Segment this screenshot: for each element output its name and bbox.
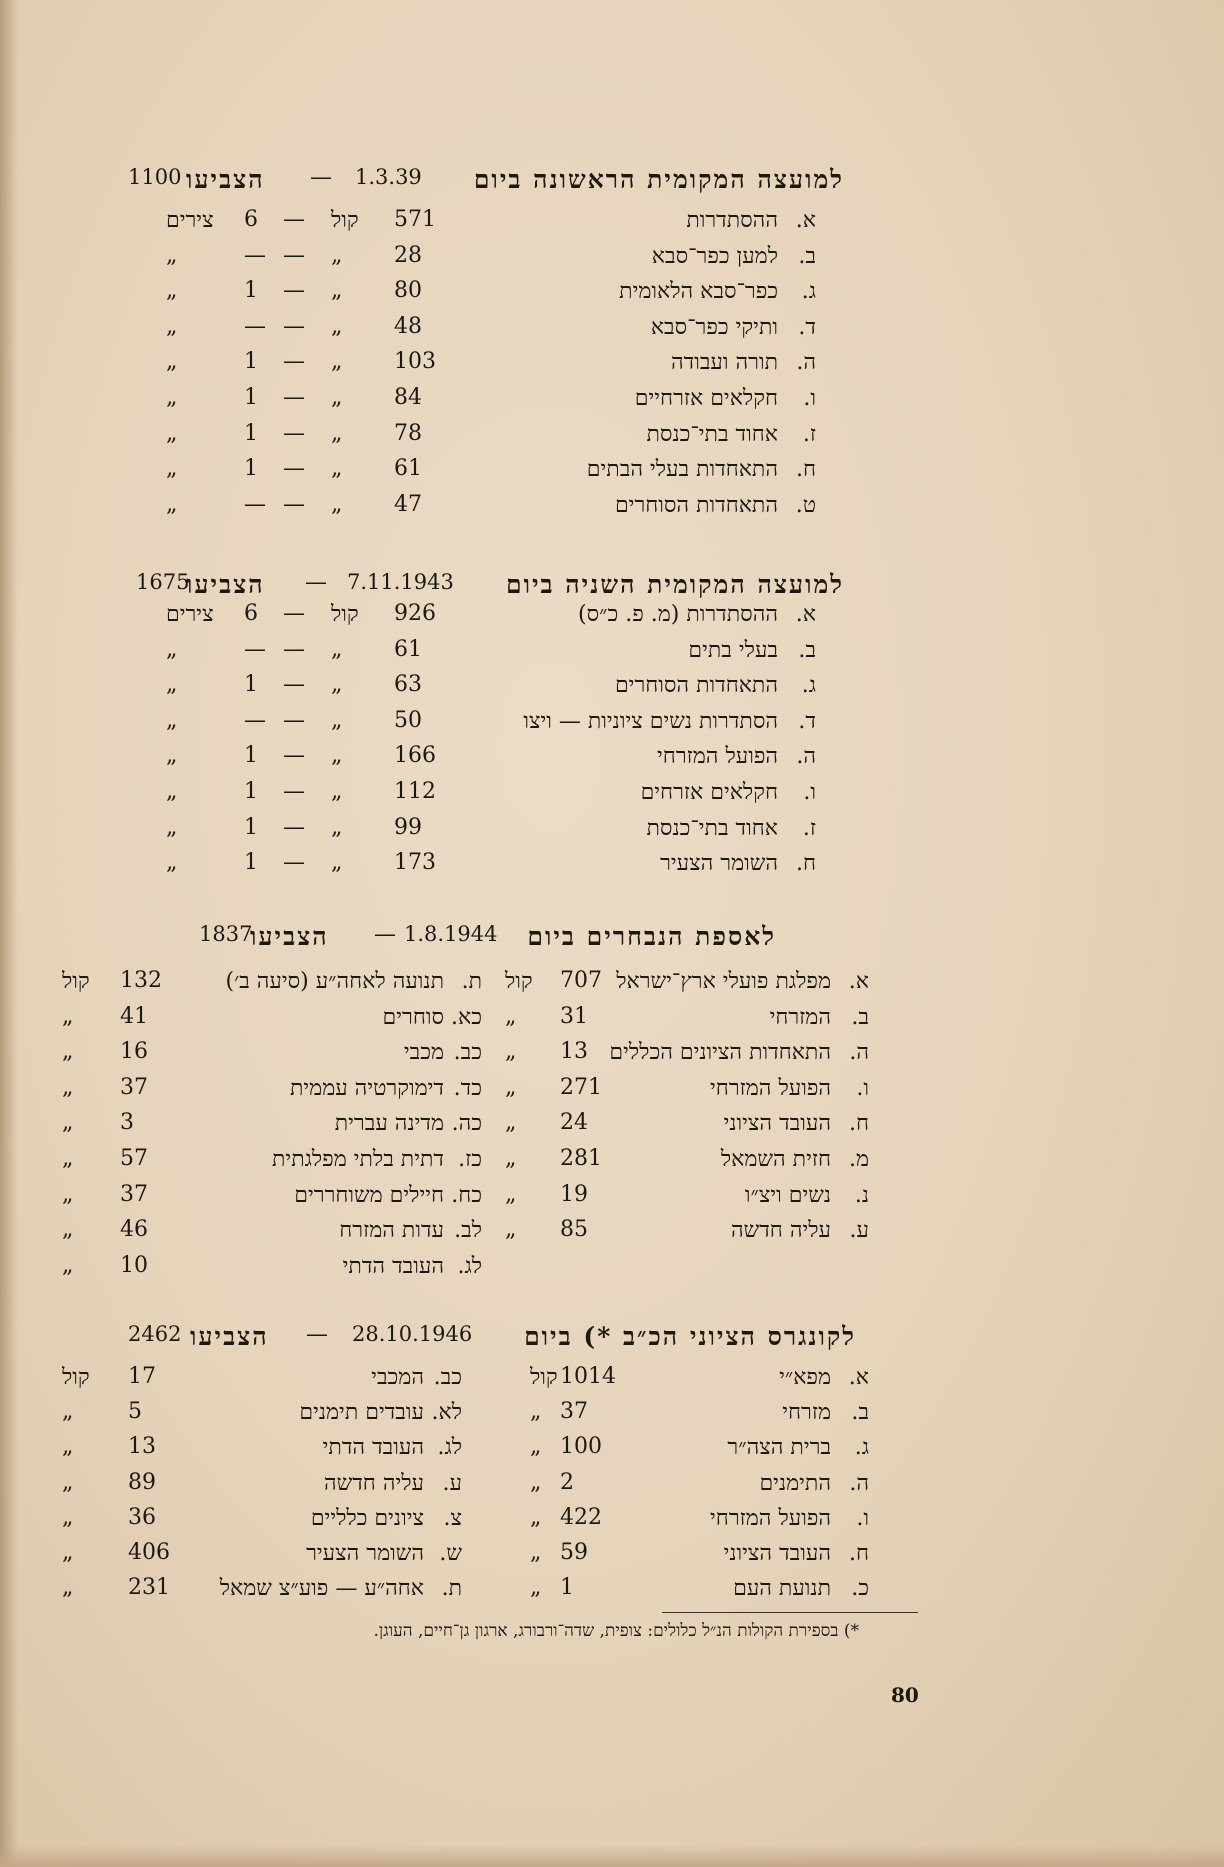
- party-name: חיילים משוחררים: [294, 1182, 444, 1208]
- vote-count: 166: [394, 743, 436, 769]
- row-letter: א.: [795, 602, 816, 627]
- row-letter: מ.: [848, 1147, 869, 1172]
- vote-count: 173: [394, 850, 436, 876]
- section-dash: —: [305, 570, 327, 595]
- vote-unit: קול: [331, 602, 359, 627]
- party-name: העובד הדתי: [342, 1253, 444, 1279]
- vote-unit: „: [530, 1469, 542, 1495]
- section-dash: —: [306, 1322, 328, 1347]
- party-name: חזית השמאל: [720, 1147, 831, 1172]
- seat-count: 1: [244, 850, 258, 876]
- vote-count: 571: [394, 207, 436, 232]
- seat-unit: „: [166, 491, 178, 517]
- seat-count: 1: [244, 385, 258, 410]
- seat-count: 1: [244, 278, 258, 304]
- party-name: השומר הצעיר: [306, 1541, 424, 1566]
- row-sep: —: [283, 491, 305, 517]
- row-letter: ע.: [442, 1470, 462, 1496]
- section-title: למועצה המקומית הראשונה ביום: [473, 165, 844, 194]
- party-name: המזרחי: [769, 1004, 831, 1030]
- vote-unit: „: [62, 1469, 74, 1495]
- vote-count: 57: [120, 1146, 148, 1171]
- row-letter: ח.: [848, 1111, 869, 1137]
- party-name: ההסתדרות (מ. פ. כ״ס): [578, 602, 778, 627]
- footnote-rule: [662, 1612, 918, 1613]
- seat-unit: „: [166, 636, 178, 662]
- party-name: תנועה לאחה״ע (סיעה ב׳): [225, 969, 444, 994]
- vote-unit: „: [505, 1146, 517, 1171]
- row-sep: —: [283, 456, 305, 482]
- vote-count: 48: [394, 313, 422, 339]
- seat-count: 1: [244, 779, 258, 804]
- vote-unit: „: [62, 1003, 74, 1029]
- row-letter: כב.: [433, 1365, 462, 1390]
- row-sep: —: [283, 636, 305, 662]
- vote-unit: „: [530, 1399, 542, 1425]
- vote-unit: „: [331, 349, 343, 375]
- seat-unit: „: [166, 420, 178, 446]
- vote-unit: „: [331, 242, 343, 268]
- vote-count: 41: [120, 1003, 148, 1029]
- row-letter: ב.: [851, 1400, 869, 1426]
- row-sep: —: [283, 779, 305, 804]
- row-letter: ח.: [848, 1541, 869, 1566]
- vote-count: 47: [394, 491, 422, 517]
- row-sep: —: [283, 207, 305, 232]
- row-letter: ב.: [798, 637, 816, 663]
- voters-label: הצביעו: [186, 165, 265, 194]
- vote-unit: „: [331, 707, 343, 733]
- row-sep: —: [283, 420, 305, 446]
- party-name: התאחדות הסוחרים: [614, 492, 778, 518]
- row-letter: נ.: [854, 1182, 869, 1208]
- row-letter: ו.: [856, 1075, 869, 1101]
- voters-count: 1837: [199, 922, 253, 946]
- vote-unit: „: [62, 1146, 74, 1171]
- vote-count: 17: [128, 1364, 156, 1389]
- vote-count: 1014: [560, 1364, 616, 1389]
- vote-count: 422: [560, 1504, 602, 1530]
- party-name: אחוד בתי־כנסת: [646, 421, 778, 447]
- seat-count: —: [244, 242, 266, 268]
- party-name: עדות המזרח: [339, 1218, 444, 1244]
- party-name: העובד הדתי: [322, 1435, 424, 1461]
- party-name: המכבי: [371, 1365, 424, 1390]
- party-name: התאחדות הציונים הכללים: [609, 1040, 831, 1066]
- row-letter: לב.: [454, 1218, 482, 1244]
- section-date: 1.3.39: [355, 165, 422, 189]
- seat-unit: „: [166, 385, 178, 410]
- vote-count: 37: [120, 1074, 148, 1100]
- seat-unit: „: [166, 779, 178, 804]
- row-letter: כח.: [451, 1182, 482, 1208]
- vote-unit: „: [530, 1434, 542, 1460]
- party-name: ותיקי כפר־סבא: [650, 314, 778, 340]
- seat-unit: „: [166, 814, 178, 840]
- seat-unit: „: [166, 242, 178, 268]
- seat-unit: „: [166, 672, 178, 698]
- vote-unit: „: [331, 636, 343, 662]
- seat-unit: „: [166, 707, 178, 733]
- row-letter: ב.: [798, 243, 816, 269]
- vote-count: 103: [394, 349, 436, 375]
- vote-count: 80: [394, 278, 422, 304]
- footnote: *) בספירת הקולות הנ״ל כלולים: צופית, שדה־ורבורג, ארגון גן־חיים, העוגן.: [373, 1621, 859, 1641]
- party-name: דתית בלתי מפלגתית: [272, 1147, 444, 1172]
- party-name: הפועל המזרחי: [710, 1075, 831, 1101]
- seat-unit: „: [166, 850, 178, 876]
- party-name: הפועל המזרחי: [710, 1505, 831, 1531]
- vote-unit: „: [62, 1074, 74, 1100]
- section-title: לאספת הנבחרים ביום: [527, 922, 776, 951]
- vote-unit: קול: [62, 969, 90, 994]
- page-edge-shadow: [0, 0, 18, 1867]
- vote-count: 85: [560, 1217, 588, 1243]
- vote-unit: „: [62, 1399, 74, 1425]
- vote-count: 707: [560, 968, 602, 993]
- seat-count: 1: [244, 349, 258, 375]
- vote-unit: „: [331, 779, 343, 804]
- row-letter: ט.: [795, 492, 816, 518]
- vote-count: 10: [120, 1252, 148, 1278]
- party-name: למען כפר־סבא: [651, 243, 778, 269]
- voters-label: הצביעו: [190, 1322, 269, 1351]
- row-sep: —: [283, 601, 305, 626]
- vote-unit: „: [505, 1074, 517, 1100]
- vote-unit: „: [505, 1110, 517, 1136]
- party-name: מפלגת פועלי ארץ־ישראל: [616, 969, 831, 994]
- seat-count: 1: [244, 456, 258, 482]
- row-sep: —: [283, 313, 305, 339]
- row-letter: א.: [848, 969, 869, 994]
- vote-count: 61: [394, 456, 422, 482]
- seat-unit: „: [166, 743, 178, 769]
- row-letter: כא.: [451, 1004, 482, 1030]
- section-title: למועצה המקומית השניה ביום: [506, 570, 844, 599]
- vote-count: 2: [560, 1469, 574, 1495]
- row-letter: א.: [795, 208, 816, 233]
- seat-count: 1: [244, 672, 258, 698]
- row-letter: לא.: [431, 1400, 462, 1426]
- vote-count: 1: [560, 1575, 574, 1601]
- seat-count: —: [244, 636, 266, 662]
- party-name: ציונים כלליים: [310, 1505, 424, 1531]
- party-name: העובד הציוני: [723, 1541, 831, 1566]
- vote-count: 84: [394, 385, 422, 410]
- party-name: ברית הצה״ר: [727, 1435, 831, 1461]
- party-name: עובדים תימנים: [299, 1400, 424, 1426]
- party-name: מדינה עברית: [334, 1111, 444, 1137]
- voters-label: הצביעו: [250, 922, 329, 951]
- seat-count: 6: [244, 207, 258, 232]
- row-letter: ת.: [441, 1576, 462, 1602]
- vote-unit: „: [62, 1110, 74, 1136]
- row-letter: ו.: [856, 1505, 869, 1531]
- page-bottom-shadow: [0, 1845, 1224, 1867]
- row-letter: ה.: [849, 1470, 869, 1496]
- party-name: התאחדות בעלי הבתים: [586, 457, 778, 483]
- voters-count: 1675: [136, 570, 190, 594]
- row-letter: ש.: [439, 1541, 462, 1566]
- party-name: תנועת העם: [733, 1576, 831, 1602]
- row-letter: ח.: [795, 851, 816, 877]
- section-date: 1.8.1944: [404, 922, 498, 946]
- row-letter: ת.: [461, 969, 482, 994]
- vote-unit: „: [530, 1504, 542, 1530]
- row-sep: —: [283, 385, 305, 410]
- vote-count: 37: [560, 1399, 588, 1425]
- vote-count: 16: [120, 1039, 148, 1065]
- vote-unit: „: [331, 814, 343, 840]
- row-letter: כב.: [453, 1040, 482, 1066]
- page-number: 80: [891, 1683, 919, 1707]
- row-sep: —: [283, 850, 305, 876]
- vote-count: 31: [560, 1003, 588, 1029]
- vote-unit: קול: [331, 208, 359, 233]
- vote-unit: „: [331, 420, 343, 446]
- party-name: מכבי: [403, 1040, 444, 1066]
- vote-count: 36: [128, 1504, 156, 1530]
- vote-count: 406: [128, 1540, 170, 1565]
- vote-count: 78: [394, 420, 422, 446]
- vote-unit: „: [331, 278, 343, 304]
- vote-unit: „: [331, 385, 343, 410]
- vote-count: 926: [394, 601, 436, 626]
- seat-count: 6: [244, 601, 258, 626]
- row-letter: ו.: [803, 780, 816, 805]
- row-sep: —: [283, 242, 305, 268]
- vote-unit: „: [331, 850, 343, 876]
- party-name: העובד הציוני: [723, 1111, 831, 1137]
- vote-count: 3: [120, 1110, 134, 1136]
- row-sep: —: [283, 349, 305, 375]
- row-letter: ו.: [803, 386, 816, 411]
- vote-count: 50: [394, 707, 422, 733]
- seat-unit: „: [166, 313, 178, 339]
- row-sep: —: [283, 707, 305, 733]
- row-letter: ב.: [851, 1004, 869, 1030]
- party-name: אחוד בתי־כנסת: [646, 815, 778, 841]
- row-letter: ג.: [854, 1435, 869, 1461]
- vote-count: 63: [394, 672, 422, 698]
- vote-unit: „: [505, 1217, 517, 1243]
- row-letter: ד.: [798, 708, 816, 734]
- voters-count: 2462: [128, 1322, 182, 1346]
- voters-count: 1100: [128, 165, 182, 189]
- row-letter: ע.: [849, 1218, 869, 1244]
- row-letter: לג.: [437, 1435, 462, 1461]
- row-sep: —: [283, 814, 305, 840]
- vote-unit: קול: [505, 969, 533, 994]
- row-letter: לג.: [457, 1253, 482, 1279]
- vote-unit: „: [505, 1039, 517, 1065]
- vote-unit: „: [331, 672, 343, 698]
- seat-count: —: [244, 707, 266, 733]
- vote-unit: „: [530, 1540, 542, 1565]
- section-date: 7.11.1943: [347, 570, 454, 594]
- seat-count: 1: [244, 814, 258, 840]
- vote-count: 281: [560, 1146, 602, 1171]
- party-name: התימנים: [759, 1470, 831, 1496]
- seat-unit: „: [166, 456, 178, 482]
- vote-unit: „: [62, 1504, 74, 1530]
- vote-count: 132: [120, 968, 162, 993]
- row-letter: ז.: [802, 815, 816, 841]
- vote-count: 28: [394, 242, 422, 268]
- voters-label: הצביעו: [186, 570, 265, 599]
- row-sep: —: [283, 278, 305, 304]
- vote-unit: „: [505, 1003, 517, 1029]
- vote-unit: „: [62, 1252, 74, 1278]
- row-letter: צ.: [443, 1505, 462, 1531]
- vote-unit: „: [62, 1039, 74, 1065]
- party-name: עליה חדשה: [731, 1218, 831, 1244]
- row-letter: כז.: [458, 1147, 482, 1172]
- seat-unit: „: [166, 349, 178, 375]
- seat-count: —: [244, 313, 266, 339]
- seat-count: 1: [244, 743, 258, 769]
- vote-count: 271: [560, 1074, 602, 1100]
- vote-count: 112: [394, 779, 436, 804]
- party-name: אחה״ע — פוע״צ שמאל: [219, 1576, 424, 1602]
- vote-unit: „: [505, 1181, 517, 1207]
- row-sep: —: [283, 672, 305, 698]
- vote-unit: „: [331, 743, 343, 769]
- vote-count: 24: [560, 1110, 588, 1136]
- party-name: תורה ועבודה: [670, 350, 778, 376]
- vote-unit: „: [62, 1217, 74, 1243]
- party-name: סוחרים: [382, 1004, 444, 1030]
- row-letter: ה.: [796, 744, 816, 770]
- vote-count: 61: [394, 636, 422, 662]
- vote-unit: „: [331, 313, 343, 339]
- vote-unit: „: [62, 1181, 74, 1207]
- party-name: התאחדות הסוחרים: [614, 673, 778, 699]
- seat-count: —: [244, 491, 266, 517]
- party-name: חקלאים אזרחים: [640, 780, 778, 805]
- row-letter: ח.: [795, 457, 816, 483]
- seat-unit: צירים: [166, 208, 214, 233]
- row-letter: כ.: [851, 1576, 869, 1602]
- vote-unit: קול: [530, 1365, 558, 1390]
- row-letter: ג.: [801, 279, 816, 305]
- vote-count: 99: [394, 814, 422, 840]
- vote-unit: „: [62, 1575, 74, 1601]
- vote-count: 19: [560, 1181, 588, 1207]
- vote-count: 5: [128, 1399, 142, 1425]
- section-date: 28.10.1946: [352, 1322, 473, 1346]
- vote-count: 13: [560, 1039, 588, 1065]
- vote-unit: „: [530, 1575, 542, 1601]
- vote-unit: קול: [62, 1365, 90, 1390]
- vote-count: 89: [128, 1469, 156, 1495]
- row-letter: ד.: [798, 314, 816, 340]
- vote-unit: „: [331, 491, 343, 517]
- party-name: הפועל המזרחי: [657, 744, 778, 770]
- party-name: עליה חדשה: [324, 1470, 424, 1496]
- vote-unit: „: [331, 456, 343, 482]
- seat-unit: צירים: [166, 602, 214, 627]
- party-name: מזרחי: [782, 1400, 831, 1426]
- party-name: דימוקרטיה עממית: [289, 1075, 444, 1101]
- section-dash: —: [374, 922, 396, 947]
- party-name: בעלי בתים: [688, 637, 778, 663]
- party-name: ההסתדרות: [686, 208, 778, 233]
- vote-count: 231: [128, 1575, 170, 1601]
- row-sep: —: [283, 743, 305, 769]
- party-name: הסתדרות נשים ציוניות — ויצו: [523, 708, 778, 734]
- row-letter: ה.: [796, 350, 816, 376]
- row-letter: ג.: [801, 673, 816, 699]
- vote-count: 59: [560, 1540, 588, 1565]
- section-title: לקונגרס הציוני הכ״ב *) ביום: [524, 1322, 856, 1351]
- party-name: השומר הצעיר: [660, 851, 778, 877]
- party-name: כפר־סבא הלאומית: [619, 279, 778, 305]
- row-letter: ז.: [802, 421, 816, 447]
- seat-unit: „: [166, 278, 178, 304]
- party-name: מפא״י: [779, 1365, 831, 1390]
- row-letter: כה.: [451, 1111, 482, 1137]
- vote-count: 13: [128, 1434, 156, 1460]
- vote-unit: „: [62, 1540, 74, 1565]
- party-name: נשים ויצ״ו: [744, 1182, 831, 1208]
- row-letter: א.: [848, 1365, 869, 1390]
- vote-count: 100: [560, 1434, 602, 1460]
- row-letter: ה.: [849, 1040, 869, 1066]
- row-letter: כד.: [453, 1075, 482, 1101]
- vote-unit: „: [62, 1434, 74, 1460]
- vote-count: 46: [120, 1217, 148, 1243]
- vote-count: 37: [120, 1181, 148, 1207]
- seat-count: 1: [244, 420, 258, 446]
- section-dash: —: [310, 165, 332, 190]
- party-name: חקלאים אזרחיים: [634, 386, 778, 411]
